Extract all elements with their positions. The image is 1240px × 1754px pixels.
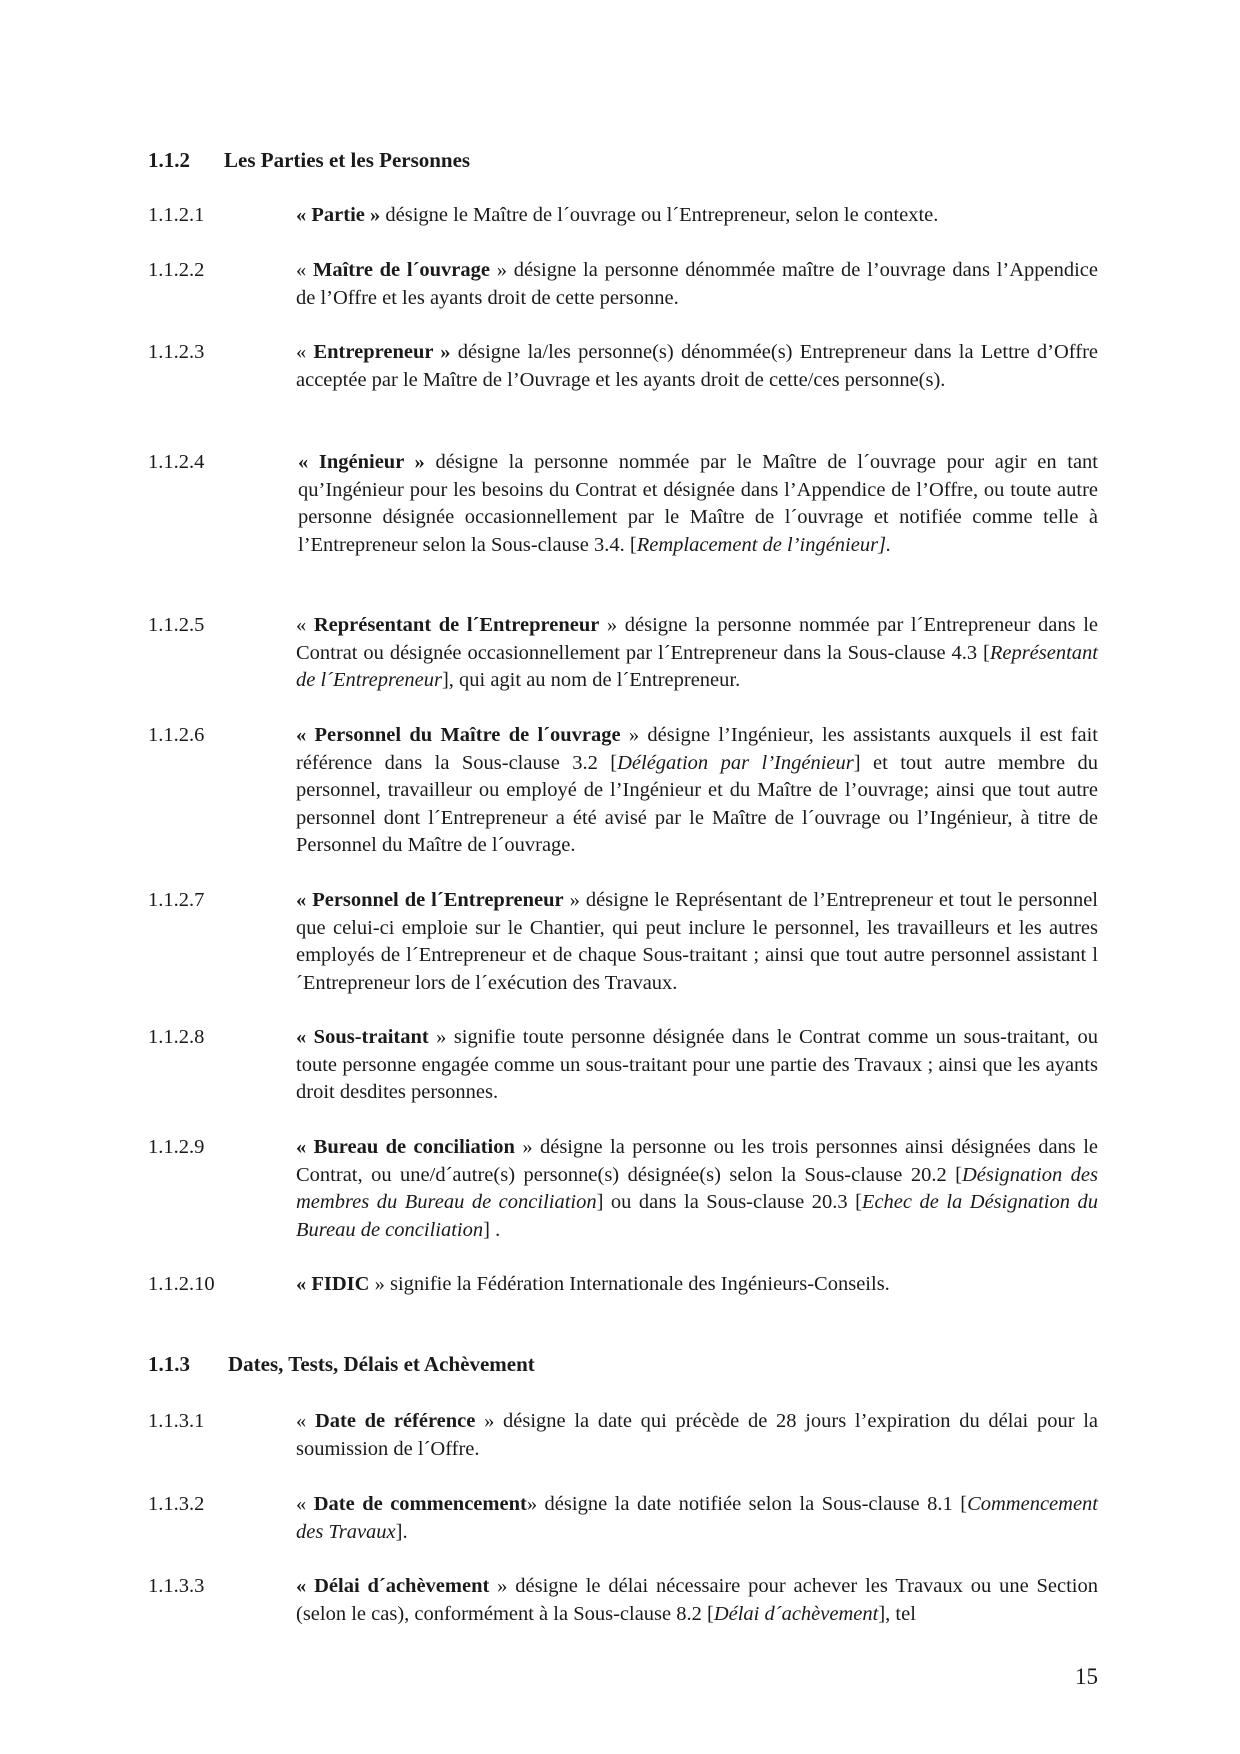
clause-text-run: » désigne le délai nécessaire pour achever les Travaux ou une Section (selon le cas), conformément à la Sous-clause 8.2 [ bbox=[296, 1575, 1099, 1625]
clause-reference: Désignation des membres du Bureau de conciliation bbox=[296, 1163, 1098, 1213]
clause-text bbox=[296, 1491, 1098, 1546]
clause-text-run: ] . bbox=[483, 1218, 501, 1241]
clause-text-run: désigne la/les personne(s) dénommée(s) Entrepreneur dans la Lettre d’Offre acceptée par le Maître de l’Ouvrage et les ayants droit de cette/ces personne(s). bbox=[296, 341, 1099, 391]
clause-number: 1.1.2.3 bbox=[148, 341, 205, 363]
section-heading bbox=[148, 1350, 535, 1378]
clause-number: 1.1.2.9 bbox=[148, 1136, 205, 1158]
defined-term: « Sous-traitant bbox=[296, 1026, 429, 1048]
defined-term: « Partie » bbox=[296, 204, 381, 226]
clause-text bbox=[296, 1408, 1098, 1463]
clause-text-run: « bbox=[296, 1410, 315, 1432]
defined-term: Maître de l´ouvrage bbox=[312, 259, 491, 281]
clause-number: 1.1.2.8 bbox=[148, 1026, 205, 1048]
defined-term: « FIDIC bbox=[296, 1273, 370, 1295]
defined-term: Date de référence bbox=[314, 1410, 476, 1432]
section-number: 1.1.3 bbox=[148, 1352, 190, 1376]
clause-number: 1.1.3.3 bbox=[148, 1575, 205, 1597]
defined-term: Entrepreneur » bbox=[313, 341, 451, 363]
clause-text-run: « bbox=[296, 341, 314, 363]
clause-text-run: » désigne la personne ou les trois personnes ainsi désignées dans le Contrat, ou une/d´autre(s) personne(s) désignée(s) selon la Sous-clause 20.2 [ bbox=[296, 1136, 1098, 1186]
clause-text-run: « bbox=[296, 259, 313, 281]
clause-number: 1.1.3.2 bbox=[148, 1493, 205, 1515]
clause-reference: Remplacement de l’ingénieur]. bbox=[636, 533, 892, 556]
clause-number: 1.1.2.1 bbox=[148, 204, 205, 226]
clause-number: 1.1.2.7 bbox=[148, 889, 205, 911]
clause-text bbox=[298, 449, 1098, 559]
section-heading bbox=[148, 146, 470, 174]
clause-text bbox=[296, 1024, 1098, 1107]
clause-text-run: ]. bbox=[395, 1520, 408, 1543]
clause-text-run: » désigne le Représentant de l’Entrepreneur et tout le personnel que celui-ci emploie sur le Chantier, qui peut inclure le personnel, les travailleurs et les autres employés de l´Entrepreneur et de chaque Sous-traitant ; ainsi que tout autre personnel assistant l´Entrepreneur lors de l´exécution des Travaux. bbox=[296, 889, 1098, 994]
clause-reference: Commencement des Travaux bbox=[296, 1493, 1098, 1543]
clause-text-run: ], tel bbox=[878, 1602, 916, 1625]
clause-text-run: « bbox=[296, 614, 314, 636]
clause-text bbox=[296, 339, 1098, 394]
clause-text-run: » désigne la personne dénommée maître de l’ouvrage dans l’Appendice de l’Offre et les ayants droit de cette personne. bbox=[296, 259, 1099, 309]
clause-text bbox=[296, 202, 1098, 230]
clause-number: 1.1.2.4 bbox=[148, 451, 205, 473]
defined-term: « Bureau de conciliation bbox=[296, 1136, 515, 1158]
clause-text bbox=[296, 722, 1098, 860]
clause-text-run: » désigne la date notifiée selon la Sous-clause 8.1 [ bbox=[526, 1493, 968, 1515]
clause-text bbox=[296, 887, 1098, 997]
clause-text-run: » désigne la date qui précède de 28 jours l’expiration du délai pour la soumission de l´Offre. bbox=[296, 1410, 1099, 1460]
clause-number: 1.1.2.6 bbox=[148, 724, 205, 746]
clause-reference: Délégation par l’Ingénieur bbox=[617, 751, 854, 774]
clause-text-run: « bbox=[296, 1493, 314, 1515]
clause-number: 1.1.2.10 bbox=[148, 1273, 215, 1295]
clause-text-run: » désigne la personne nommée par l´Entrepreneur dans le Contrat ou désignée occasionnellement par l´Entrepreneur dans la Sous-clause 4.3 [ bbox=[296, 614, 1099, 664]
defined-term: « Personnel du Maître de l´ouvrage bbox=[296, 724, 621, 746]
clause-text-run: » signifie toute personne désignée dans le Contrat comme un sous-traitant, ou toute personne engagée comme un sous-traitant pour une partie des Travaux ; ainsi que les ayants droit desdites personnes. bbox=[296, 1026, 1098, 1103]
clause-text-run: ], qui agit au nom de l´Entrepreneur. bbox=[441, 669, 741, 691]
page-number: 15 bbox=[1075, 1664, 1098, 1689]
clause-reference: Echec de la Désignation du Bureau de conciliation bbox=[296, 1191, 1098, 1241]
clause-number: 1.1.3.1 bbox=[148, 1410, 205, 1432]
clause-text-run: » désigne l’Ingénieur, les assistants auxquels il est fait référence dans la Sous-clause 3.2 [ bbox=[296, 724, 1098, 774]
clause-text-run: » signifie la Fédération Internationale des Ingénieurs-Conseils. bbox=[369, 1273, 890, 1295]
section-title: Les Parties et les Personnes bbox=[224, 148, 471, 172]
clause-reference: Délai d´achèvement bbox=[713, 1602, 879, 1625]
defined-term: Représentant de l´Entrepreneur bbox=[313, 614, 600, 636]
section-title: Dates, Tests, Délais et Achèvement bbox=[228, 1352, 535, 1376]
clause-text-run: désigne le Maître de l´ouvrage ou l´Entrepreneur, selon le contexte. bbox=[380, 204, 939, 226]
section-number: 1.1.2 bbox=[148, 148, 190, 172]
defined-term: Date de commencement bbox=[313, 1493, 527, 1515]
defined-term: « Personnel de l´Entrepreneur bbox=[296, 889, 564, 911]
clause-text-run: désigne la personne nommée par le Maître de l´ouvrage pour agir en tant qu’Ingénieur pour les besoins du Contrat et désignée dans l’Appendice de l’Offre, ou toute autre personne désignée occasionnellement par le Maître de l´ouvrage et notifiée comme telle à l’Entrepreneur selon la Sous-clause 3.4. [ bbox=[298, 451, 1098, 556]
clause-text bbox=[296, 1271, 1098, 1299]
clause-text-run: ] et tout autre membre du personnel, travailleur ou employé de l’Ingénieur et du Maître de l’ouvrage; ainsi que tout autre personnel dont l´Entrepreneur a été avisé par le Maître de l´ouvrage ou l’Ingénieur, à titre de Personnel du Maître de l´ouvrage. bbox=[296, 751, 1098, 856]
clause-reference: Représentant de l´Entrepreneur bbox=[296, 641, 1098, 691]
defined-term: « Ingénieur » bbox=[298, 451, 425, 473]
clause-text bbox=[296, 612, 1098, 695]
clause-text-run: ] ou dans la Sous-clause 20.3 [ bbox=[596, 1191, 862, 1213]
clause-number: 1.1.2.5 bbox=[148, 614, 205, 636]
clause-number: 1.1.2.2 bbox=[148, 259, 205, 281]
clause-text bbox=[296, 257, 1098, 312]
defined-term: « Délai d´achèvement bbox=[296, 1575, 490, 1597]
clause-text bbox=[296, 1134, 1098, 1244]
clause-text bbox=[296, 1573, 1098, 1628]
